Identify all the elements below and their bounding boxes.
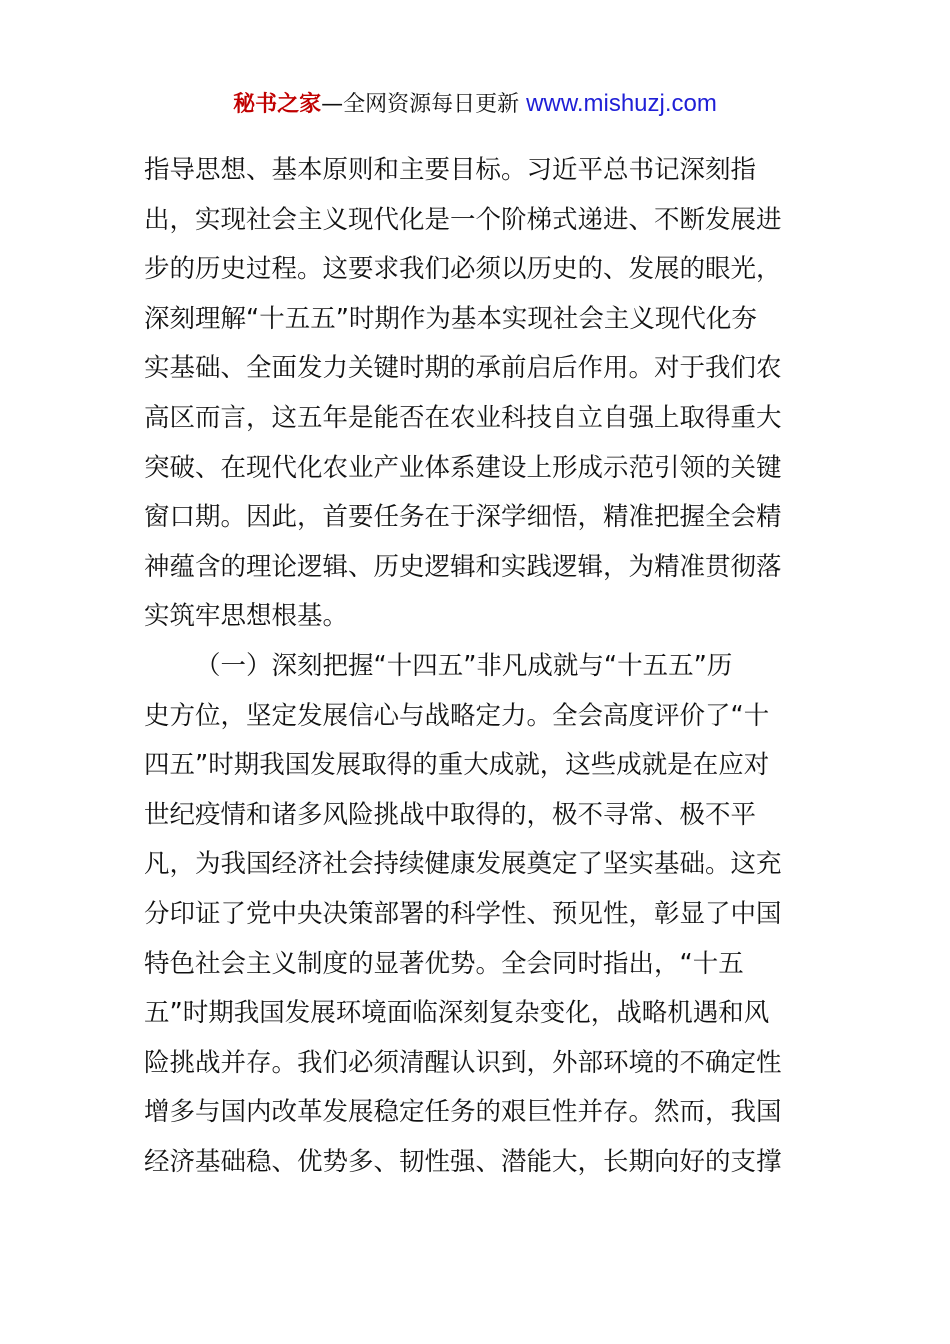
text-line: 分印证了党中央决策部署的科学性、预见性，彰显了中国: [144, 898, 782, 929]
text-line: 五”时期我国发展环境面临深刻复杂变化，战略机遇和风: [144, 998, 770, 1029]
text-line: 窗口期。因此，首要任务在于深学细悟，精准把握全会精: [144, 502, 782, 533]
text-line: 四五”时期我国发展取得的重大成就，这些成就是在应对: [144, 750, 770, 781]
text-line: 特色社会主义制度的显著优势。全会同时指出，“十五: [144, 948, 744, 979]
header-dash: —: [321, 92, 344, 117]
website-link[interactable]: www.mishuzj.com: [526, 90, 717, 117]
text-line: 世纪疫情和诸多风险挑战中取得的，极不寻常、极不平: [144, 799, 757, 830]
text-line: 出，实现社会主义现代化是一个阶梯式递进、不断发展进: [144, 204, 782, 235]
text-line: 经济基础稳、优势多、韧性强、潜能大，长期向好的支撑: [144, 1146, 782, 1177]
text-line: 指导思想、基本原则和主要目标。习近平总书记深刻指: [144, 155, 757, 185]
text-line: 险挑战并存。我们必须清醒认识到，外部环境的不确定性: [144, 1047, 782, 1078]
paragraph-1: [144, 146, 806, 642]
text-line: 神蕴含的理论逻辑、历史逻辑和实践逻辑，为精准贯彻落: [144, 551, 782, 582]
text-line: 步的历史过程。这要求我们必须以历史的、发展的眼光，: [144, 254, 782, 285]
text-line: 史方位，坚定发展信心与战略定力。全会高度评价了“十: [144, 700, 770, 731]
document-body: [144, 146, 806, 1187]
text-line: 深刻理解“十五五”时期作为基本实现社会主义现代化夯: [144, 303, 757, 334]
text-line: 高区而言，这五年是能否在农业科技自立自强上取得重大: [144, 402, 782, 433]
text-line: 实基础、全面发力关键时期的承前启后作用。对于我们农: [144, 353, 782, 384]
text-line: 凡，为我国经济社会持续健康发展奠定了坚实基础。这充: [144, 849, 782, 880]
text-line: 增多与国内改革发展稳定任务的艰巨性并存。然而，我国: [144, 1097, 782, 1128]
page-header: [0, 88, 950, 121]
text-line: 实筑牢思想根基。: [144, 601, 349, 632]
paragraph-2: [144, 642, 806, 1188]
header-slogan: 全网资源每日更新: [343, 92, 520, 117]
text-line: （一）深刻把握“十四五”非凡成就与“十五五”历: [195, 650, 733, 681]
text-line: 突破、在现代化农业产业体系建设上形成示范引领的关键: [144, 452, 782, 483]
brand-name: 秘书之家: [233, 92, 322, 117]
